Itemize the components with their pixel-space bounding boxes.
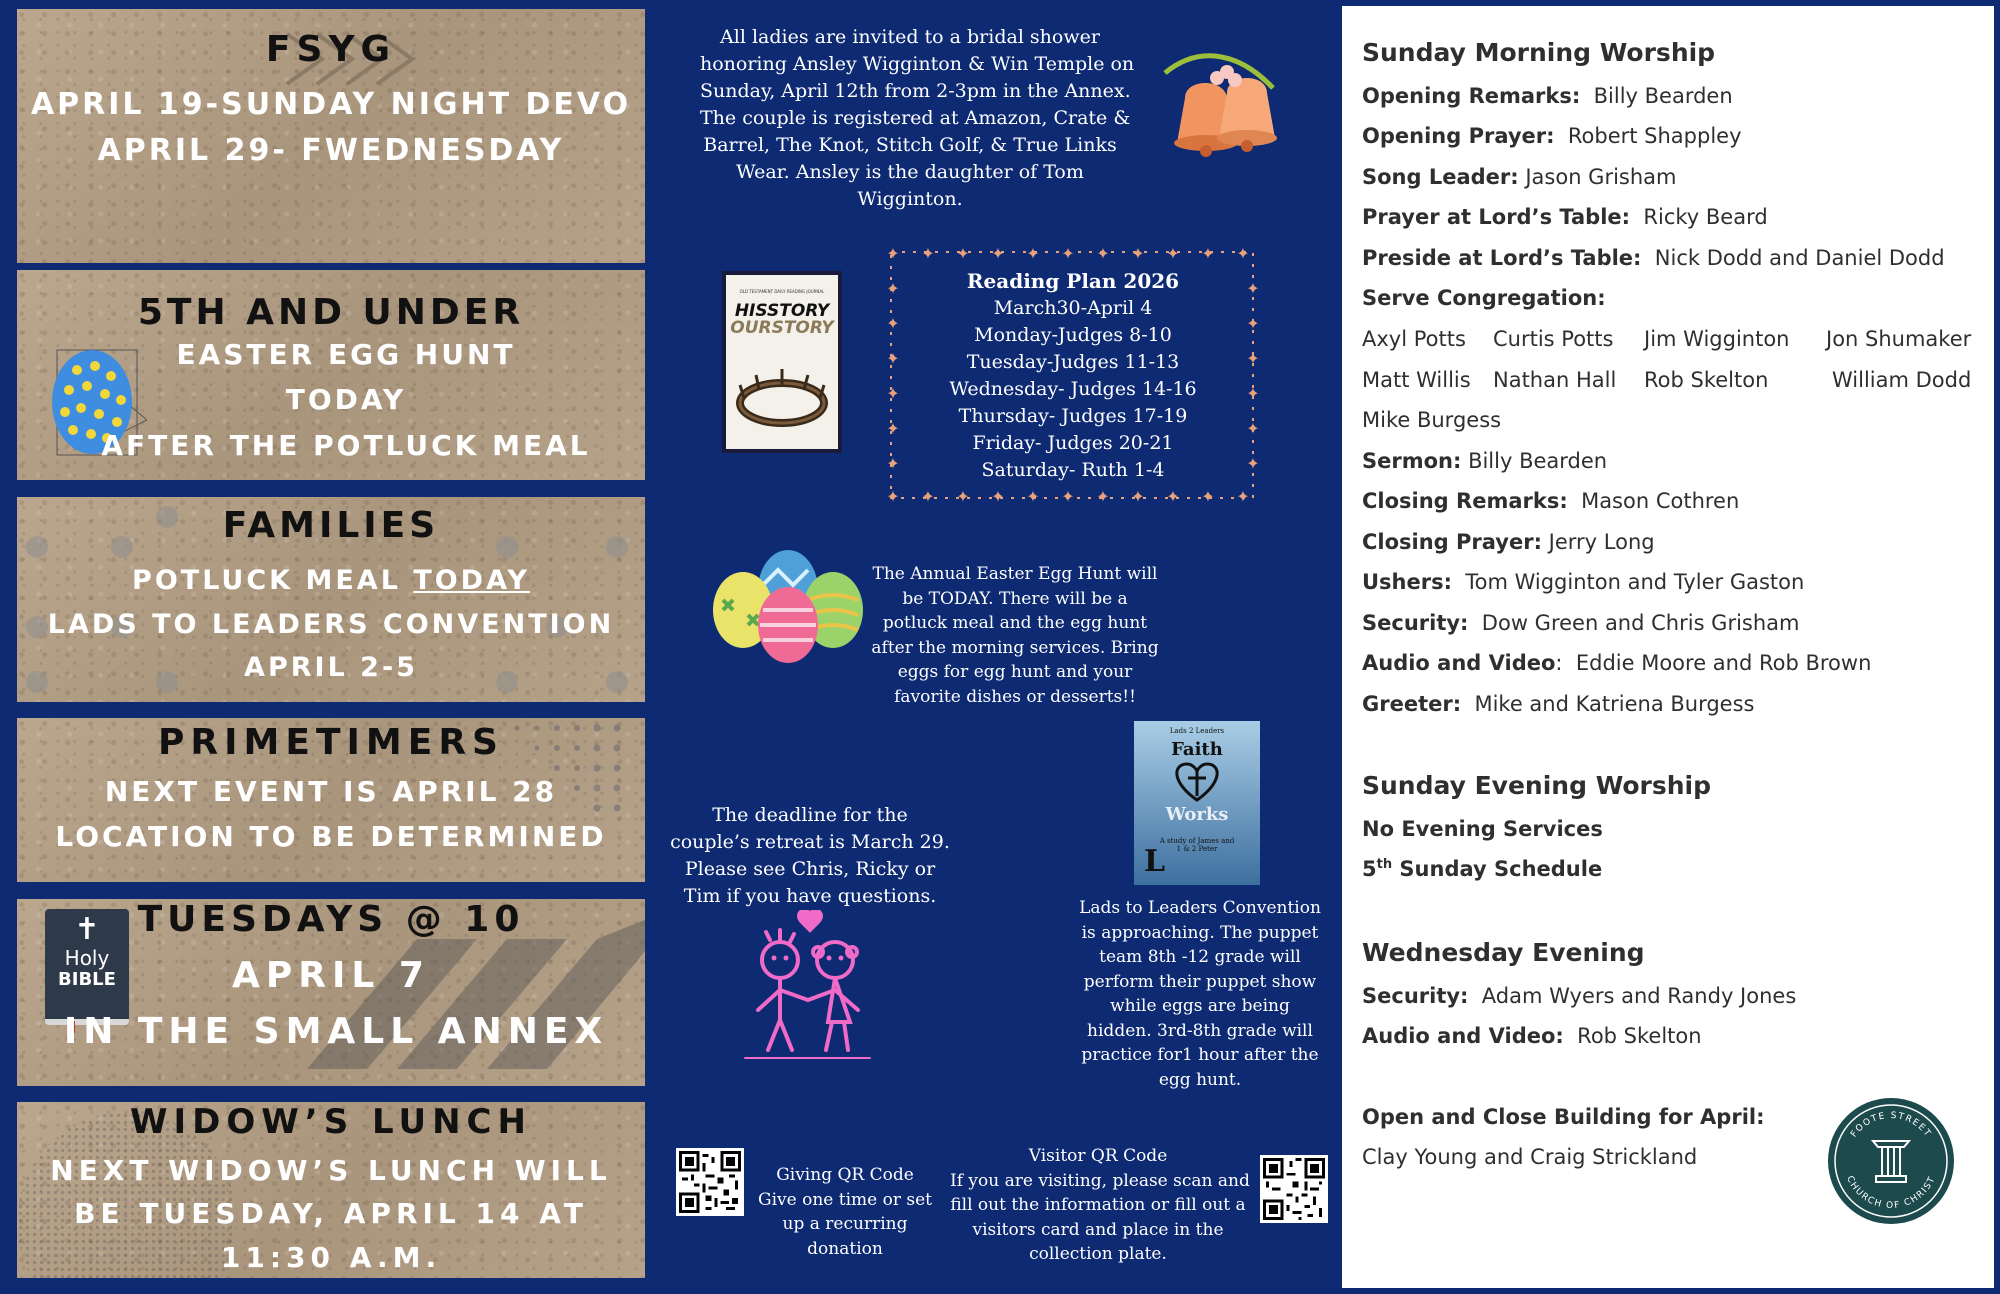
- schedule-label: Greeter:: [1362, 692, 1462, 716]
- schedule-value: : Eddie Moore and Rob Brown: [1555, 651, 1872, 675]
- giving-line: Giving QR Code: [776, 1165, 914, 1185]
- fifth-and-under-line-2: TODAY: [285, 383, 407, 416]
- server-name: Jim Wigginton: [1644, 327, 1790, 351]
- families-line-1-text: POTLUCK MEAL: [132, 565, 414, 596]
- svg-text:✦: ✦: [1026, 244, 1040, 263]
- server-name: Curtis Potts: [1493, 327, 1614, 351]
- sunday-morning-heading: Sunday Morning Worship: [1362, 38, 1716, 67]
- schedule-value: Jerry Long: [1542, 530, 1655, 554]
- retreat-line: couple’s retreat is March 29.: [670, 831, 950, 853]
- svg-text:✦: ✦: [1096, 244, 1110, 263]
- egg-hunt-notice: [865, 562, 1165, 709]
- retreat-notice: [670, 802, 950, 910]
- giving-qr-code[interactable]: [676, 1148, 744, 1216]
- fsyg-title: FSYG: [265, 29, 397, 70]
- svg-text:✦: ✦: [1246, 349, 1260, 368]
- crown-of-thorns-icon: [734, 353, 830, 433]
- schedule-row: [1362, 530, 1655, 554]
- fifth-and-under-line-1: EASTER EGG HUNT: [176, 338, 516, 371]
- svg-text:✦: ✦: [1131, 244, 1145, 263]
- fifth-sunday-text: Sunday Schedule: [1392, 857, 1603, 881]
- giving-line: up a recurring: [782, 1214, 908, 1234]
- reading-plan: [893, 268, 1253, 484]
- schedule-row: [1362, 651, 1871, 675]
- primetimers-line-1: NEXT EVENT IS APRIL 28: [104, 775, 558, 808]
- schedule-row: [1362, 205, 1768, 229]
- svg-text:✦: ✦: [1246, 384, 1260, 403]
- schedule-row: [1362, 124, 1742, 148]
- reading-journal-book: [722, 271, 842, 453]
- schedule-label: Sermon:: [1362, 449, 1462, 473]
- schedule-label: Song Leader:: [1362, 165, 1519, 189]
- schedule-label: Prayer at Lord’s Table:: [1362, 205, 1631, 229]
- widows-lunch-line-3: 11:30 A.M.: [220, 1241, 442, 1274]
- tuesdays-banner: [17, 899, 645, 1086]
- schedule-row: [1362, 286, 1606, 310]
- widows-lunch-title: WIDOW’S LUNCH: [130, 1102, 532, 1142]
- svg-text:✦: ✦: [1246, 454, 1260, 473]
- heart-cross-icon: [1167, 760, 1227, 804]
- svg-text:✦: ✦: [1166, 487, 1180, 506]
- svg-text:✦: ✦: [956, 487, 970, 506]
- primetimers-line-2: LOCATION TO BE DETERMINED: [55, 820, 607, 853]
- svg-text:✦: ✦: [886, 244, 900, 263]
- reading-plan-title: Reading Plan 2026: [966, 269, 1180, 293]
- fifth-and-under-banner: [17, 270, 645, 480]
- retreat-line: The deadline for the: [712, 804, 908, 826]
- schedule-row: [1362, 570, 1804, 594]
- svg-text:✦: ✦: [1096, 487, 1110, 506]
- schedule-value: Ricky Beard: [1630, 205, 1768, 229]
- fifth-number: 5: [1362, 857, 1377, 881]
- egg-hunt-line: The Annual Easter Egg Hunt will: [872, 564, 1158, 584]
- shower-line: All ladies are invited to a bridal shower: [720, 26, 1100, 48]
- fsyg-line-1: APRIL 19-SUNDAY NIGHT DEVO: [30, 87, 632, 122]
- families-title: FAMILIES: [222, 505, 440, 546]
- widows-lunch-line-2: BE TUESDAY, APRIL 14 AT: [74, 1197, 588, 1230]
- journal-title-1: HISSTORY: [734, 301, 830, 321]
- wedding-bells-icon: [1155, 48, 1280, 163]
- schedule-label: Audio and Video: [1362, 651, 1556, 675]
- reading-journal-cover: [726, 275, 838, 449]
- logo-bottom-text: CHURCH OF CHRIST: [1844, 1174, 1938, 1212]
- egg-hunt-line: after the morning services. Bring: [871, 637, 1159, 658]
- shower-line: Sunday, April 12th from 2-3pm in the Annex.: [700, 80, 1131, 102]
- schedule-row: [1362, 165, 1677, 189]
- tuesdays-line-2: IN THE SMALL ANNEX: [63, 1011, 609, 1052]
- cross-icon: ✝: [74, 912, 100, 947]
- fifth-and-under-title: 5TH AND UNDER: [137, 292, 525, 333]
- lads-line: is approaching. The puppet: [1081, 922, 1319, 943]
- lads-line: perform their puppet show: [1083, 971, 1317, 992]
- visitor-qr-notice: [950, 1144, 1250, 1267]
- lads-line: team 8th -12 grade will: [1099, 947, 1301, 967]
- fifth-and-under-line-3: AFTER THE POTLUCK MEAL: [101, 429, 591, 462]
- schedule-label: Security:: [1362, 611, 1469, 635]
- primetimers-banner: [17, 718, 645, 882]
- shower-line: The couple is registered at Amazon, Crate &: [700, 107, 1131, 129]
- giving-qr-notice: [745, 1163, 945, 1261]
- schedule-row: [1362, 246, 1945, 270]
- schedule-row: [1362, 449, 1607, 473]
- families-banner: [17, 497, 645, 702]
- lads-line: Lads to Leaders Convention: [1079, 898, 1321, 918]
- faith-book-title-1: Faith: [1171, 739, 1223, 760]
- schedule-value: Billy Bearden: [1580, 84, 1733, 108]
- server-name: Nathan Hall: [1493, 368, 1617, 392]
- visitor-line: collection plate.: [1029, 1244, 1167, 1264]
- schedule-value: Tom Wigginton and Tyler Gaston: [1452, 570, 1805, 594]
- schedule-value: Mike and Katriena Burgess: [1461, 692, 1755, 716]
- reading-plan-line: Saturday- Ruth 1-4: [981, 459, 1165, 481]
- tuesdays-line-1: APRIL 7: [232, 955, 430, 996]
- schedule-value: Adam Wyers and Randy Jones: [1468, 984, 1797, 1008]
- server-name: Rob Skelton: [1644, 368, 1769, 392]
- svg-text:✦: ✦: [886, 349, 900, 368]
- egg-hunt-line: be TODAY. There will be a: [902, 588, 1128, 609]
- open-close-label: Open and Close Building for April:: [1362, 1105, 1765, 1129]
- schedule-row: [1362, 984, 1796, 1008]
- svg-text:✦: ✦: [1026, 487, 1040, 506]
- faith-works-book: [1134, 721, 1260, 885]
- fifth-suffix: th: [1376, 857, 1393, 872]
- server-name: Mike Burgess: [1362, 408, 1502, 432]
- lads-line: while eggs are being: [1110, 996, 1290, 1016]
- schedule-label: Closing Prayer:: [1362, 530, 1542, 554]
- visitor-line: Visitor QR Code: [1028, 1146, 1168, 1166]
- schedule-label: Preside at Lord’s Table:: [1362, 246, 1642, 270]
- widows-lunch-banner: [17, 1102, 645, 1278]
- schedule-value: Dow Green and Chris Grisham: [1468, 611, 1800, 635]
- lads-line: practice for1 hour after the: [1081, 1045, 1319, 1065]
- server-name: William Dodd: [1832, 368, 1972, 392]
- tuesdays-title: TUESDAYS @ 10: [137, 899, 525, 940]
- visitor-qr-code[interactable]: [1260, 1155, 1328, 1223]
- svg-text:✦: ✦: [1236, 244, 1250, 263]
- faith-book-sub-1: A study of James and: [1159, 837, 1235, 845]
- lads-convention-notice: [1060, 896, 1340, 1092]
- couple-doodle-icon: [740, 910, 875, 1065]
- lads-line: hidden. 3rd-8th grade will: [1087, 1020, 1313, 1041]
- svg-text:✦: ✦: [886, 419, 900, 438]
- journal-small-text: OLD TESTAMENT DAILY READING JOURNAL: [739, 289, 825, 294]
- journal-title-2: OURSTORY: [730, 318, 834, 338]
- server-name: Jon Shumaker: [1826, 327, 1972, 351]
- faith-book-sub-2: 1 & 2 Peter: [1176, 845, 1218, 853]
- no-evening-services: No Evening Services: [1362, 817, 1603, 841]
- shower-line: Wigginton.: [857, 188, 963, 210]
- svg-text:✦: ✦: [956, 244, 970, 263]
- lads-line: egg hunt.: [1158, 1069, 1242, 1090]
- bridal-shower-notice: [700, 24, 1135, 213]
- reading-plan-line: Thursday- Judges 17-19: [958, 405, 1188, 427]
- egg-hunt-line: favorite dishes or desserts!!: [894, 686, 1136, 707]
- schedule-row: [1362, 692, 1754, 716]
- bible-word-holy: Holy: [64, 946, 110, 970]
- schedule-value: Rob Skelton: [1563, 1024, 1702, 1048]
- schedule-label: Opening Remarks:: [1362, 84, 1581, 108]
- shower-line: Barrel, The Knot, Stitch Golf, & True Links: [703, 134, 1117, 156]
- svg-text:✦: ✦: [1166, 244, 1180, 263]
- reading-plan-line: Monday-Judges 8-10: [974, 324, 1172, 346]
- shower-line: Wear. Ansley is the daughter of Tom: [736, 161, 1084, 183]
- svg-text:✦: ✦: [886, 454, 900, 473]
- families-line-1: [17, 565, 645, 596]
- svg-text:✦: ✦: [921, 244, 935, 263]
- server-name: Matt Willis: [1362, 368, 1471, 392]
- egg-hunt-line: eggs for egg hunt and your: [897, 662, 1133, 682]
- faith-book-title-2: Works: [1165, 804, 1229, 825]
- visitor-line: visitors card and place in the: [972, 1219, 1224, 1240]
- visitor-line: If you are visiting, please scan and: [950, 1170, 1250, 1191]
- qr-code-icon: [679, 1151, 741, 1213]
- svg-text:✦: ✦: [1131, 487, 1145, 506]
- svg-text:✦: ✦: [1061, 244, 1075, 263]
- shower-line: honoring Ansley Wigginton & Win Temple on: [700, 53, 1135, 75]
- schedule-label: Security:: [1362, 984, 1469, 1008]
- fifth-sunday-schedule: [1362, 857, 1602, 881]
- egg-hunt-line: potluck meal and the egg hunt: [882, 613, 1148, 633]
- reading-plan-line: Tuesday-Judges 11-13: [966, 351, 1180, 373]
- svg-text:✦: ✦: [886, 487, 900, 506]
- svg-text:✦: ✦: [921, 487, 935, 506]
- bible-word-bible: BIBLE: [58, 969, 116, 990]
- visitor-line: fill out the information or fill out a: [950, 1195, 1246, 1215]
- primetimers-title: PRIMETIMERS: [158, 722, 504, 763]
- svg-text:✦: ✦: [1061, 487, 1075, 506]
- schedule-row: [1362, 611, 1800, 635]
- svg-text:✦: ✦: [886, 279, 900, 298]
- church-logo: [1826, 1096, 1956, 1226]
- service-schedule-panel: [1342, 6, 1994, 1288]
- faith-book-top: Lads 2 Leaders: [1169, 727, 1225, 735]
- schedule-row: [1362, 489, 1739, 513]
- svg-text:✦: ✦: [1201, 487, 1215, 506]
- svg-text:✦: ✦: [1246, 279, 1260, 298]
- schedule-label: Serve Congregation:: [1362, 286, 1606, 310]
- schedule-row: [1362, 84, 1733, 108]
- reading-plan-line: Wednesday- Judges 14-16: [949, 378, 1197, 400]
- schedule-label: Opening Prayer:: [1362, 124, 1555, 148]
- reading-plan-line: Friday- Judges 20-21: [972, 432, 1174, 454]
- svg-text:✦: ✦: [1246, 419, 1260, 438]
- families-today: TODAY: [413, 565, 530, 596]
- wednesday-evening-heading: Wednesday Evening: [1362, 938, 1645, 967]
- schedule-value: Billy Bearden: [1461, 449, 1608, 473]
- retreat-line: Tim if you have questions.: [683, 885, 937, 907]
- easter-eggs-icon: [708, 545, 868, 665]
- schedule-label: Audio and Video:: [1362, 1024, 1564, 1048]
- svg-text:✦: ✦: [1236, 487, 1250, 506]
- open-close-value: Clay Young and Craig Strickland: [1362, 1145, 1698, 1169]
- schedule-row: [1362, 1024, 1702, 1048]
- schedule-label: Ushers:: [1362, 570, 1452, 594]
- reading-plan-line: March30-April 4: [993, 297, 1153, 319]
- schedule-label: Closing Remarks:: [1362, 489, 1568, 513]
- schedule-value: Nick Dodd and Daniel Dodd: [1641, 246, 1945, 270]
- faith-book-l-mark: L: [1144, 844, 1166, 879]
- svg-text:✦: ✦: [886, 384, 900, 403]
- svg-text:✦: ✦: [1201, 244, 1215, 263]
- schedule-value: Robert Shappley: [1554, 124, 1742, 148]
- schedule-value: Mason Cothren: [1567, 489, 1740, 513]
- svg-text:✦: ✦: [1246, 314, 1260, 333]
- svg-text:✦: ✦: [886, 314, 900, 333]
- sunday-evening-heading: Sunday Evening Worship: [1362, 771, 1712, 800]
- svg-text:✦: ✦: [991, 487, 1005, 506]
- fsyg-line-2: APRIL 29- FWEDNESDAY: [97, 133, 565, 168]
- qr-code-icon: [1263, 1158, 1325, 1220]
- giving-line: donation: [807, 1238, 883, 1259]
- widows-lunch-line-1: NEXT WIDOW’S LUNCH WILL: [50, 1154, 612, 1187]
- families-line-2: LADS TO LEADERS CONVENTION: [47, 609, 615, 640]
- svg-text:✦: ✦: [991, 244, 1005, 263]
- families-line-3: APRIL 2-5: [244, 652, 418, 683]
- fsyg-banner: [17, 9, 645, 263]
- giving-line: Give one time or set: [758, 1189, 932, 1210]
- schedule-value: Jason Grisham: [1518, 165, 1677, 189]
- logo-top-text: FOOTE STREET: [1849, 1110, 1933, 1140]
- retreat-line: Please see Chris, Ricky or: [684, 858, 936, 880]
- server-name: Axyl Potts: [1362, 327, 1466, 351]
